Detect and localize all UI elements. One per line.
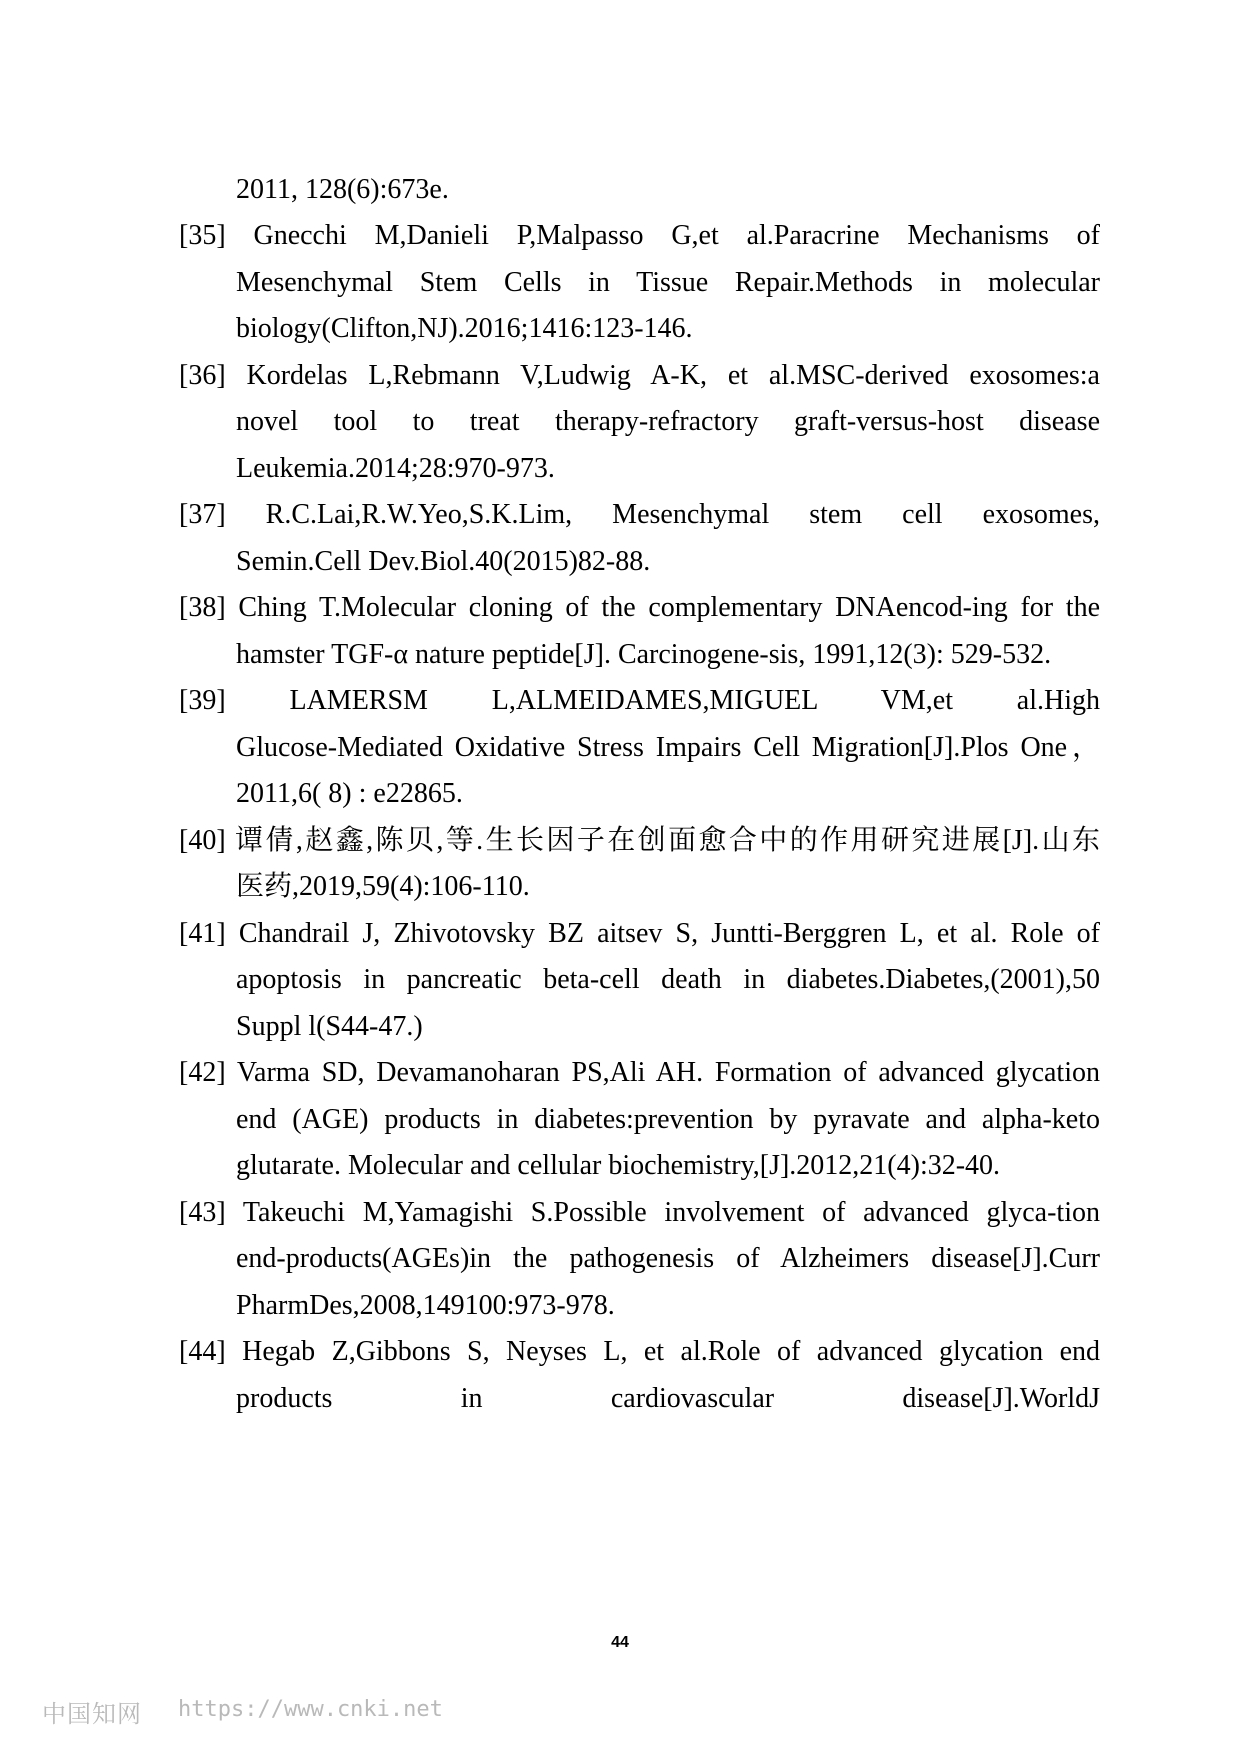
reference-item-36 — [179, 350, 1100, 403]
reference-item-41 — [179, 908, 1100, 961]
reference-number: [35] — [179, 220, 254, 251]
reference-text-line: Ching T.Molecular cloning of the complementary DNAencod-ing for the — [238, 592, 1100, 623]
reference-number: [40] — [179, 825, 236, 856]
reference-text-line: end (AGE) products in diabetes:prevention by pyravate and alpha-keto — [236, 1104, 1100, 1135]
reference-item-42 — [179, 1047, 1100, 1100]
reference-text-line: hamster TGF-α nature peptide[J]. Carcinogene-sis, 1991,12(3): 529-532. — [236, 639, 1052, 670]
reference-text-line: Chandrail J, Zhivotovsky BZ aitsev S, Juntti-Berggren L, et al. Role of — [238, 918, 1100, 949]
reference-item-38 — [179, 582, 1100, 635]
reference-text-line: PharmDes,2008,149100:973-978. — [236, 1290, 615, 1321]
reference-text-line: Kordelas L,Rebmann V,Ludwig A-K, et al.MSC-derived exosomes:a — [246, 360, 1100, 391]
reference-number: [38] — [179, 592, 239, 623]
reference-text-line: biology(Clifton,NJ).2016;1416:123-146. — [236, 313, 693, 344]
reference-item-40 — [179, 815, 1100, 868]
reference-item-37 — [179, 489, 1100, 542]
reference-text-line: R.C.Lai,R.W.Yeo,S.K.Lim, Mesenchymal stem cell exosomes, — [265, 499, 1100, 530]
reference-text-line: 2011, 128(6):673e. — [236, 174, 449, 205]
reference-number: [39] — [179, 685, 290, 716]
reference-text-line: apoptosis in pancreatic beta-cell death in diabetes.Diabetes,(2001),50 — [236, 964, 1100, 995]
reference-item-35 — [179, 210, 1100, 263]
reference-text-line: Semin.Cell Dev.Biol.40(2015)82-88. — [236, 546, 651, 577]
reference-text-line: Suppl l(S44-47.) — [236, 1011, 423, 1042]
reference-text-line: Glucose-Mediated Oxidative Stress Impairs Cell Migration[J].Plos One， — [236, 732, 1100, 763]
reference-text-line: 2011,6( 8) : e22865. — [236, 778, 463, 809]
reference-number: [43] — [179, 1197, 243, 1228]
reference-text-line: 医药,2019,59(4):106-110. — [236, 871, 530, 902]
reference-item-39 — [179, 675, 1100, 728]
reference-text-line: glutarate. Molecular and cellular biochemistry,[J].2012,21(4):32-40. — [236, 1150, 1001, 1181]
reference-item-43 — [179, 1187, 1100, 1240]
reference-number: [36] — [179, 360, 247, 391]
reference-number: [37] — [179, 499, 266, 530]
cnki-logo-text: 中国知网 — [42, 1700, 142, 1728]
footer-url[interactable]: https://www.cnki.net — [178, 1697, 443, 1722]
reference-text-line: LAMERSM L,ALMEIDAMES,MIGUEL VM,et al.High — [289, 685, 1100, 716]
reference-text-line: novel tool to treat therapy-refractory graft-versus-host disease — [236, 406, 1100, 437]
reference-text-line: Hegab Z,Gibbons S, Neyses L, et al.Role of advanced glycation end — [242, 1336, 1101, 1367]
reference-text-line: Takeuchi M,Yamagishi S.Possible involvement of advanced glyca-tion — [242, 1197, 1100, 1228]
reference-number: [42] — [179, 1057, 237, 1088]
reference-text-line: Varma SD, Devamanoharan PS,Ali AH. Formation of advanced glycation — [236, 1057, 1100, 1088]
reference-text-line: 谭倩,赵鑫,陈贝,等.生长因子在创面愈合中的作用研究进展[J].山东 — [235, 825, 1100, 856]
page-number: 44 — [611, 1634, 629, 1651]
reference-text-line: products in cardiovascular disease[J].WorldJ — [236, 1383, 1100, 1414]
reference-item-44 — [179, 1326, 1100, 1379]
reference-text-line: Mesenchymal Stem Cells in Tissue Repair.Methods in molecular — [236, 267, 1100, 298]
reference-text-line: Leukemia.2014;28:970-973. — [236, 453, 555, 484]
reference-text-line: end-products(AGEs)in the pathogenesis of Alzheimers disease[J].Curr — [236, 1243, 1100, 1274]
reference-text-line: Gnecchi M,Danieli P,Malpasso G,et al.Paracrine Mechanisms of — [253, 220, 1101, 251]
reference-number: [41] — [179, 918, 239, 949]
reference-number: [44] — [179, 1336, 243, 1367]
